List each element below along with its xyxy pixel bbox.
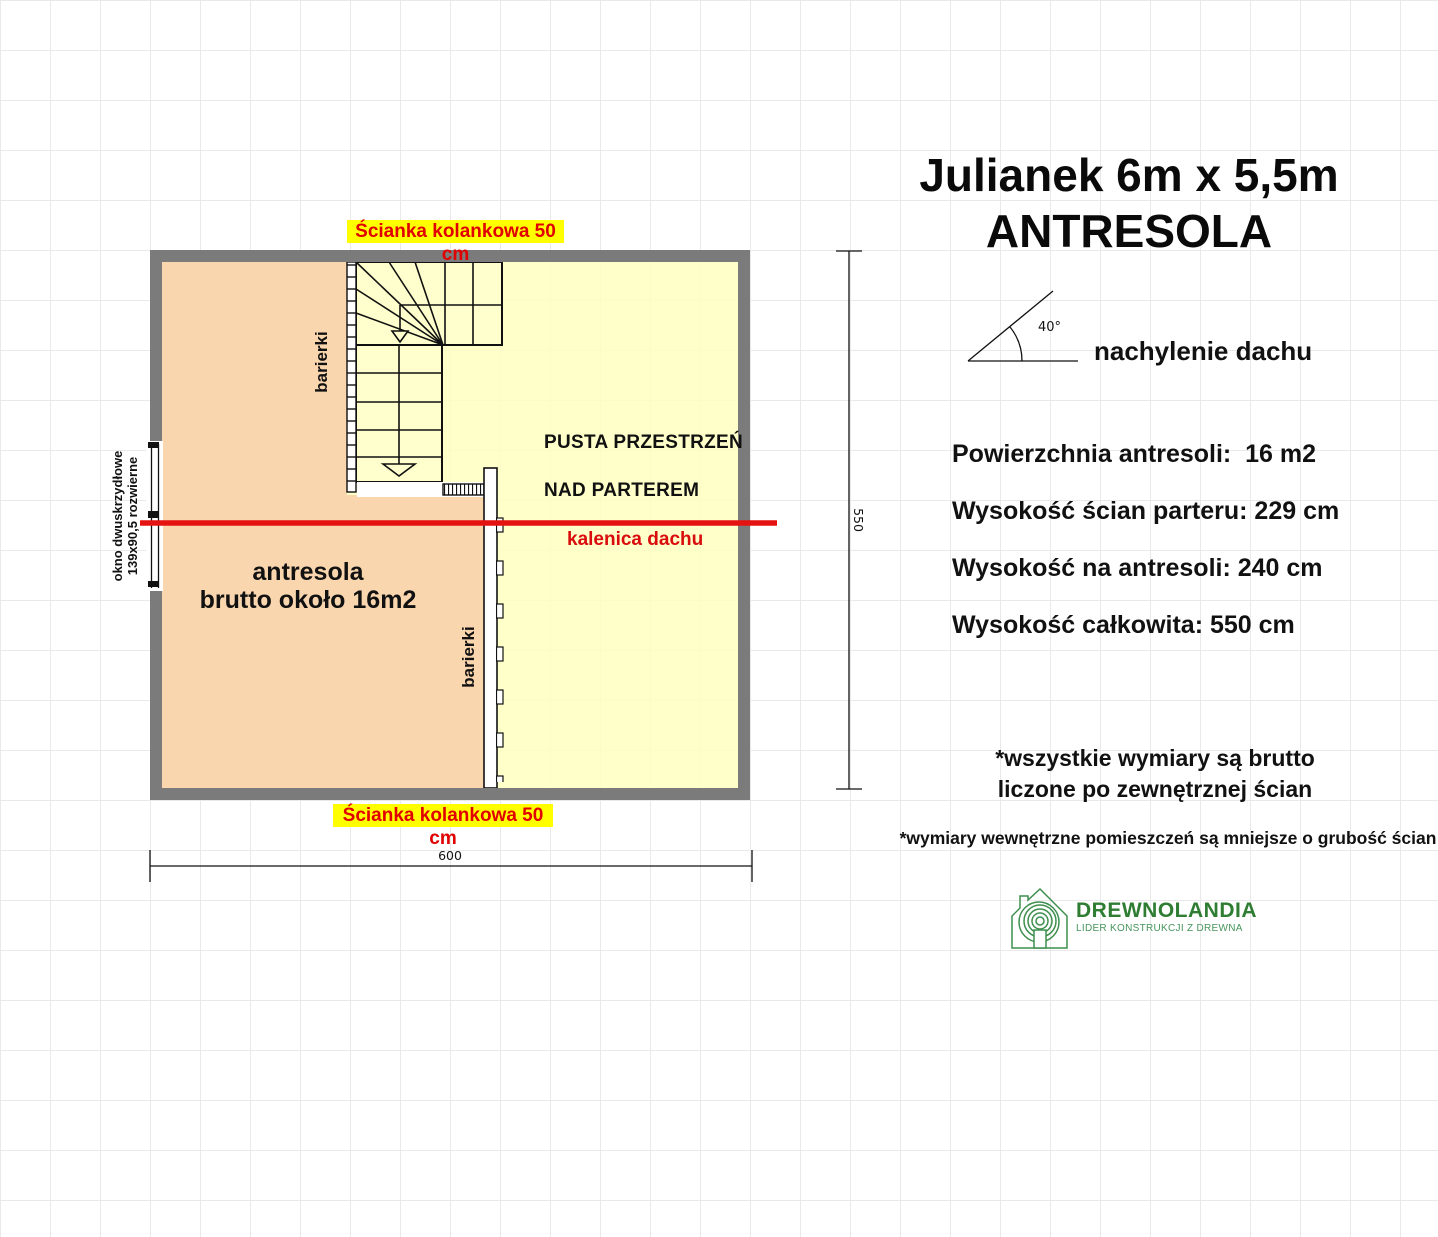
knee-wall-label-top: Ścianka kolankowa 50 cm (347, 220, 564, 243)
mezzanine-label (158, 558, 458, 614)
roof-pitch-caption: nachylenie dachu (1094, 336, 1313, 366)
brand-tagline: LIDER KONSTRUKCJI Z DREWNA (1076, 923, 1243, 934)
note-gross-line2: liczone po zewnętrznej ścian (997, 776, 1313, 802)
note-gross-dimensions (930, 743, 1380, 805)
stair-railing (347, 262, 356, 492)
page-title-line1: Julianek 6m x 5,5m (919, 149, 1339, 201)
knee-wall-label-bottom: Ścianka kolankowa 50 cm (333, 804, 553, 827)
note-gross-line1: *wszystkie wymiary są brutto (995, 745, 1315, 771)
page-title (879, 147, 1379, 259)
height-dimension-value: 550 (851, 508, 866, 532)
edge-railing-label: barierki (459, 626, 478, 688)
brand-house-icon (1012, 889, 1067, 948)
landing-railing (443, 484, 484, 495)
window-label-line2: 139x90,5 rozwierne (125, 456, 140, 576)
note-internal-dimensions: *wymiary wewnętrzne pomieszczeń są mniejsze o grubość ścian (899, 828, 1437, 848)
window-label-line1: okno dwuskrzydłowe (110, 450, 125, 582)
stair-railing-label: barierki (312, 331, 331, 393)
roof-angle-value: 40° (1038, 320, 1062, 335)
ridge-label: kalenica dachu (567, 529, 704, 550)
width-dimension-value: 600 (438, 848, 462, 863)
brand-name: DREWNOLANDIA (1076, 899, 1257, 922)
mezzanine-edge-railing (484, 468, 504, 788)
page-title-line2: ANTRESOLA (985, 205, 1273, 257)
roof-pitch-icon (968, 291, 1078, 361)
void-label-line2: NAD PARTEREM (544, 480, 700, 501)
spec-total-height: Wysokość całkowita: 550 cm (952, 611, 1295, 639)
void-label-line1: PUSTA PRZESTRZEŃ (544, 432, 744, 453)
spec-area: Powierzchnia antresoli: 16 m2 (952, 440, 1317, 468)
spec-ground-wall-height: Wysokość ścian parteru: 229 cm (952, 497, 1340, 525)
window-label (110, 436, 140, 596)
spec-mezzanine-height: Wysokość na antresoli: 240 cm (952, 554, 1323, 582)
mezzanine-label-line1: antresola (252, 558, 364, 586)
mezzanine-label-line2: brutto około 16m2 (199, 586, 417, 614)
